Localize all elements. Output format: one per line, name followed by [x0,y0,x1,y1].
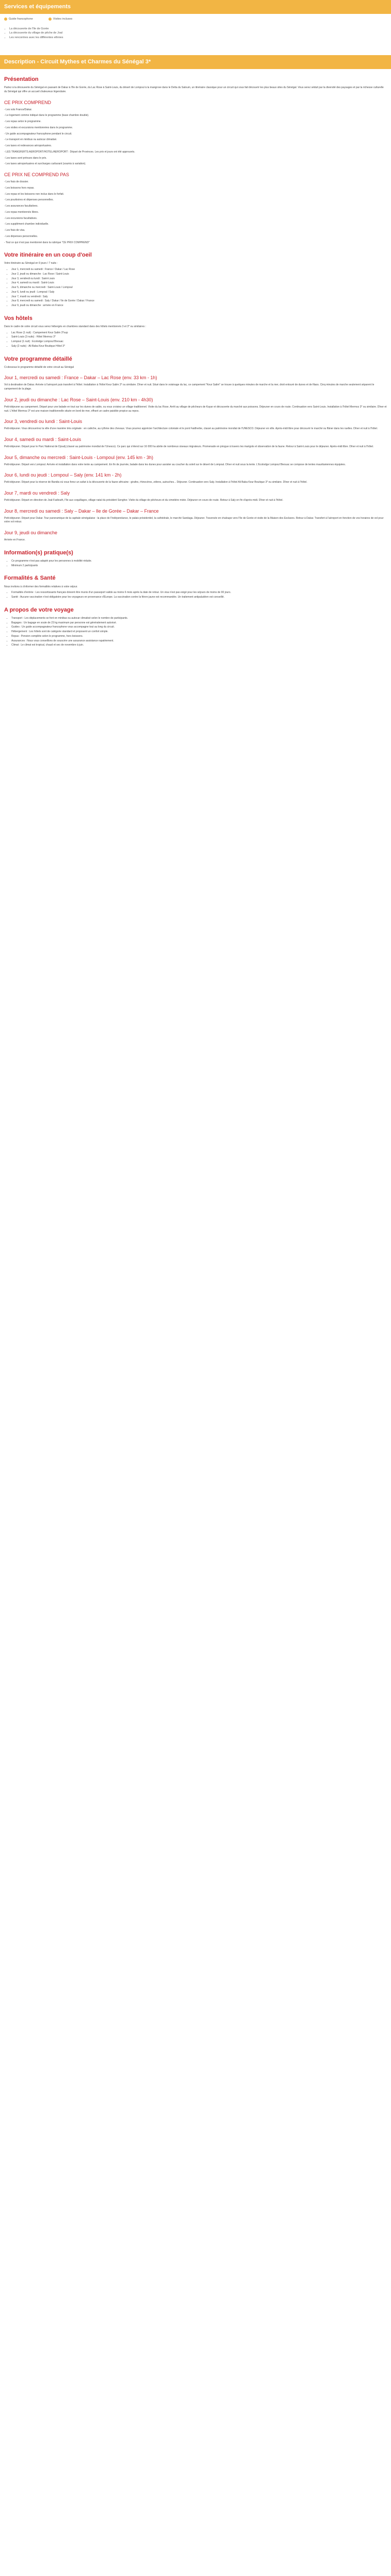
day-text: Arrivée en France. [4,538,26,542]
list-item: - Les frais de visa. [4,229,25,232]
day-text: Petit-déjeuner au campement. Départ pour une balade en tout sur les dunes de sable, ou vous croisiez un village traditionnel. Visite du lac Rose. Arrêt au village de pêcheurs de Kayar et découverte du marché aux poissons. Déjeuner en cours de route. Continuation vers Saint-Louis. Installation à l'hôtel Mermoz 3* ou similaire. Dîner et nuit. L'hôtel Mermoz 3* est une maison traditionnelle située en bord de mer, offrant un cadre paisible propice au repos. [4,405,387,413]
list-item: - Les frais de dossier. [4,180,29,184]
list-item: - Les taxes aéroportuaires et surcharges carburant (soumis à variation). [4,162,86,166]
day-title: Jour 6, lundi ou jeudi : Lompoul – Saly (env. 141 km - 2h) [4,472,122,478]
program-intro: Ci-dessous le programme détaillé de votre circuit au Sénégal [4,365,74,369]
apropos-item: • Bagages : Un bagage en soute de 23 kg maximum par personne est généralement autorisé. [11,621,387,625]
list-item: - Les taxes et redevances aéroportuaires. [4,144,52,148]
list-item: - Les supplément chambre individuelle. [4,223,49,226]
service-item: • La découverte du village de pêche de Joal [9,31,391,36]
itinerary-item: • Jour 6, lundi ou jeudi : Lompoul / Saly [11,291,387,295]
apropos-item: • Repas : Pension complète selon le programme, hors boissons. [11,635,387,639]
apropos-list [11,617,387,648]
itinerary-list [11,268,387,308]
description-header: Description - Circuit Mythes et Charmes du Sénégal 3* [0,55,391,69]
list-item: - Les dépenses personnelles. [4,234,38,238]
list-item: - Les taxes sont prévues dans le prix. [4,156,47,160]
content [0,75,391,655]
ne-prix-title: CE PRIX NE COMPREND PAS [4,172,69,178]
apropos-item: • Hébergement : Les hôtels sont de catégorie standard et proposent un confort simple. [11,630,387,634]
itinerary-item: • Jour 8, mercredi ou samedi : Saly / Dakar / Ile de Gorée / Dakar / France [11,299,387,303]
ce-prix-title: CE PRIX COMPREND [4,99,52,105]
info-title: Information(s) pratique(s) [4,549,73,556]
page [0,0,391,655]
itinerary-item: • Jour 9, jeudi ou dimanche : arrivée en France [11,304,387,308]
day-text: Vol à destination de Dakar. Arrivée à l'aéroport puis transfert à l'hôtel. Installation à l'hôtel Keur Salim 3* ou similaire. Dîner et nuit. Situé dans le voisinage du lac, ce campement "Keur Salim" se trouve à quelques minutes de marche et la mer, droit entouré de dunes et de filaos. Cinq minutes de marche seulement séparent le campement de la plage. [4,383,374,391]
list-item: - LES TRANSFERTS AEROPORT/HOTEL/AEROPORT : Départ de Provinces. Les prix et jours ont été approuvés. [4,150,135,154]
guide-icon [4,18,7,21]
ne-prix-list [4,180,387,245]
itinerary-title: Votre itinéraire en un coup d'oeil [4,252,92,259]
day-text: Petit-déjeuner. Départ vers Lompoul. Arrivée et installation dans votre tente au campement. En fin de journée, balade dans les dunes pour assister au coucher du soleil sur le désert de Lompoul. Dîner et nuit sous la tente. L'Ecolodge Lompoul Bivouac se compose de tentes mauritaniennes équipées. [4,463,346,466]
info-item: • Ce programme n'est pas adapté pour les personnes à mobilité réduite. [11,560,387,564]
presentation-title: Présentation [4,76,39,83]
list-item: - Les pourboires et dépenses personnelles. [4,198,54,202]
program-title: Votre programme détaillé [4,355,72,362]
itinerary-item: • Jour 4, samedi ou mardi : Saint-Louis [11,281,387,285]
day-title: Jour 5, dimanche ou mercredi : Saint-Louis - Lompoul (env. 145 km - 3h) [4,454,153,460]
formalites-title: Formalités & Santé [4,575,56,582]
hotel-item: • Saly (2 nuits) : Ali Baba Keur Boutique Hôtel 3* [11,345,387,349]
day-title: Jour 3, vendredi ou lundi : Saint-Louis [4,419,83,425]
guide-row [0,14,391,25]
day-title: Jour 9, jeudi ou dimanche [4,530,58,536]
day-title: Jour 1, mercredi ou samedi : France – Dakar – Lac Rose (env. 33 km - 1h) [4,375,157,381]
presentation-text: Partez à la découverte du Sénégal en passant de Dakar à l'île de Gorée, du Lac Rose à Saint-Louis, du désert de Lompoul à la mangrove dans le Delta du Saloum, un itinéraire classique pour un circuit qui vous fait découvrir les plus beaux sites du Sénégal. Vous serez séduit par la diversité des paysages et par la richesse culturelle du Sénégal qui offre un accueil chaleureux légendaire. [4,86,384,93]
itinerary-intro: Votre itinéraire au Sénégal en 9 jours / 7 nuits : [4,262,58,265]
apropos-item: • Transport : Les déplacements se font en minibus ou autocar climatisé selon le nombre de participants. [11,617,387,621]
day-text: Petit-déjeuner. Départ pour Dakar. Tour panoramique de la capitale sénégalaise : la place de l'Indépendance, le palais présidentiel, la cathédrale, le marché Sandaga. Déjeuner. Traversée en chaloupe vers l'île de Gorée et visite de la Maison des Esclaves. Retour à Dakar. Transfert à l'aéroport en fonction de vos horaires de vol pour votre vol retour. [4,516,384,524]
list-item: - Un guide accompagnateur francophone pendant le circuit. [4,132,72,135]
hotel-item: • Lac Rose (1 nuit) : Campement Keur Salim 3*sup [11,331,387,335]
formalites-intro: Nous invitons à s'informer des formalités relatives à votre séjour. [4,585,78,588]
itinerary-item: • Jour 7, mardi ou vendredi : Saly [11,295,387,299]
guide-label: Guide francophone [9,18,33,21]
list-item: - Le transport en minibus ou autocar climatisé. [4,138,57,142]
ce-prix-list [4,108,387,167]
day-title: Jour 2, jeudi ou dimanche : Lac Rose – Saint-Louis (env. 210 km - 4h30) [4,397,153,402]
visits-label: Visites incluses [53,18,73,21]
list-item: - Les repas mentionnés libres. [4,210,39,214]
list-item: - Les visites et excursions mentionnées dans le programme. [4,126,73,129]
list-item: - Les vols France/Dakar. [4,108,32,111]
hotels-title: Vos hôtels [4,315,32,321]
service-item: • Les rencontres avec les différentes ethnies [9,36,391,40]
day-title: Jour 4, samedi ou mardi : Saint-Louis [4,437,82,443]
hotels-intro: Dans le cadre de votre circuit vous serez hébergés en chambres standard dans des hôtels mentionnés 3 et 3* ou similaires : [4,325,146,328]
apropos-item: • Assurances : Nous vous conseillons de souscrire une assurance assistance rapatriement. [11,639,387,643]
hotel-item: • Lompoul (1 nuit) : Ecolodge Lompoul Bivouac [11,340,387,344]
day-text: Petit-déjeuner. Départ pour la réserve de Bandia où vous ferez un safari à la découverte de la faune africaine : girafes, rhinocéros, zèbres, autruches... Déjeuner. Continuation vers Saly. Installation à l'hôtel Ali Baba Keur Boutique 3* ou similaire. Dîner et nuit à l'hôtel. [4,481,307,484]
day-title: Jour 8, mercredi ou samedi : Saly – Dakar – Ile de Gorée – Dakar – France [4,508,159,514]
day-title: Jour 7, mardi ou vendredi : Saly [4,490,70,496]
formalites-item: • Formalités d'entrée : Les ressortissants français doivent être munis d'un passeport valide au moins 6 mois après la date de retour. Un visa n'est pas exigé pour les séjours de moins de 90 jours. [11,591,387,595]
itinerary-item: • Jour 3, vendredi ou lundi : Saint-Louis [11,277,387,281]
itinerary-item: • Jour 1, mercredi ou samedi : France / Dakar / Lac Rose [11,268,387,272]
info-list [11,560,387,568]
list-item: - Le logement comme indiqué dans le programme (base chambre double). [4,114,89,117]
itinerary-item: • Jour 2, jeudi ou dimanche : Lac Rose / Saint-Louis [11,273,387,277]
itinerary-item: • Jour 5, dimanche ou mercredi : Saint-Louis / Lompoul [11,286,387,290]
list-item: - Les boissons hors repas. [4,186,35,190]
formalites-list [11,591,387,600]
apropos-title: A propos de votre voyage [4,606,74,613]
formalites-item: • Santé : Aucune vaccination n'est obligatoire pour les voyageurs en provenance d'Europe. La vaccination contre la fièvre jaune est recommandée. Un traitement antipaludéen est conseillé. [11,596,387,600]
visits-item [48,17,73,22]
hotels-list [11,331,387,349]
list-item: - Les assurances facultatives. [4,205,38,208]
list-item: - Les excursions facultatives. [4,216,38,220]
hotel-item: • Saint-Louis (3 nuits) : Hôtel Mermoz 3* [11,335,387,340]
list-item: - Tout ce qui n'est pas mentionné dans la rubrique "CE PRIX COMPREND" [4,241,90,244]
list-item: - Les repas et les boissons non inclus dans le forfait. [4,192,64,196]
services-header: Services et équipements [0,0,391,14]
day-text: Petit-déjeuner. Départ en direction de Joal-Fadiouth, l'île aux coquillages, village natal du président Senghor. Visite du village de pêcheurs et du cimetière mixte. Déjeuner en cours de route. Retour à Saly en fin d'après-midi. Dîner et nuit à l'hôtel. [4,499,283,502]
apropos-item: • Guides : Un guide accompagnateur francophone vous accompagne tout au long du circuit. [11,625,387,630]
apropos-item: • Climat : Le climat est tropical, chaud et sec de novembre à juin. [11,643,387,648]
list-item: - Les repas selon le programme. [4,120,41,124]
visits-icon [48,18,52,21]
day-text: Petit-déjeuner. Départ pour le Parc National de Djoudj (classé au patrimoine mondial de l'Unesco). Ce parc qui s'étend sur 16 000 ha abrite de nombreux oiseaux migrateurs. Promenade en pirogue à travers les marigots et observation de la faune. Retour à Saint-Louis pour le déjeuner. Après-midi libre. Dîner et nuit à l'hôtel. [4,445,374,448]
day-text: Petit-déjeuner. Vous découvrirez la ville d'une manière très originale : en calèche, au rythme des chevaux. Vous pourrez apprécier l'architecture coloniale et le pont Faidherbe, classé au patrimoine mondial de l'UNESCO. Déjeuner en ville. Après-midi libre pour découvrir le marché ou flâner dans les ruelles. Dîner et nuit à l'hôtel. [4,427,378,431]
services-list [9,27,391,40]
service-item: • La découverte de l'île de Gorée [9,27,391,31]
info-item: • Minimum 2 participants [11,564,387,568]
guide-item [4,17,33,22]
